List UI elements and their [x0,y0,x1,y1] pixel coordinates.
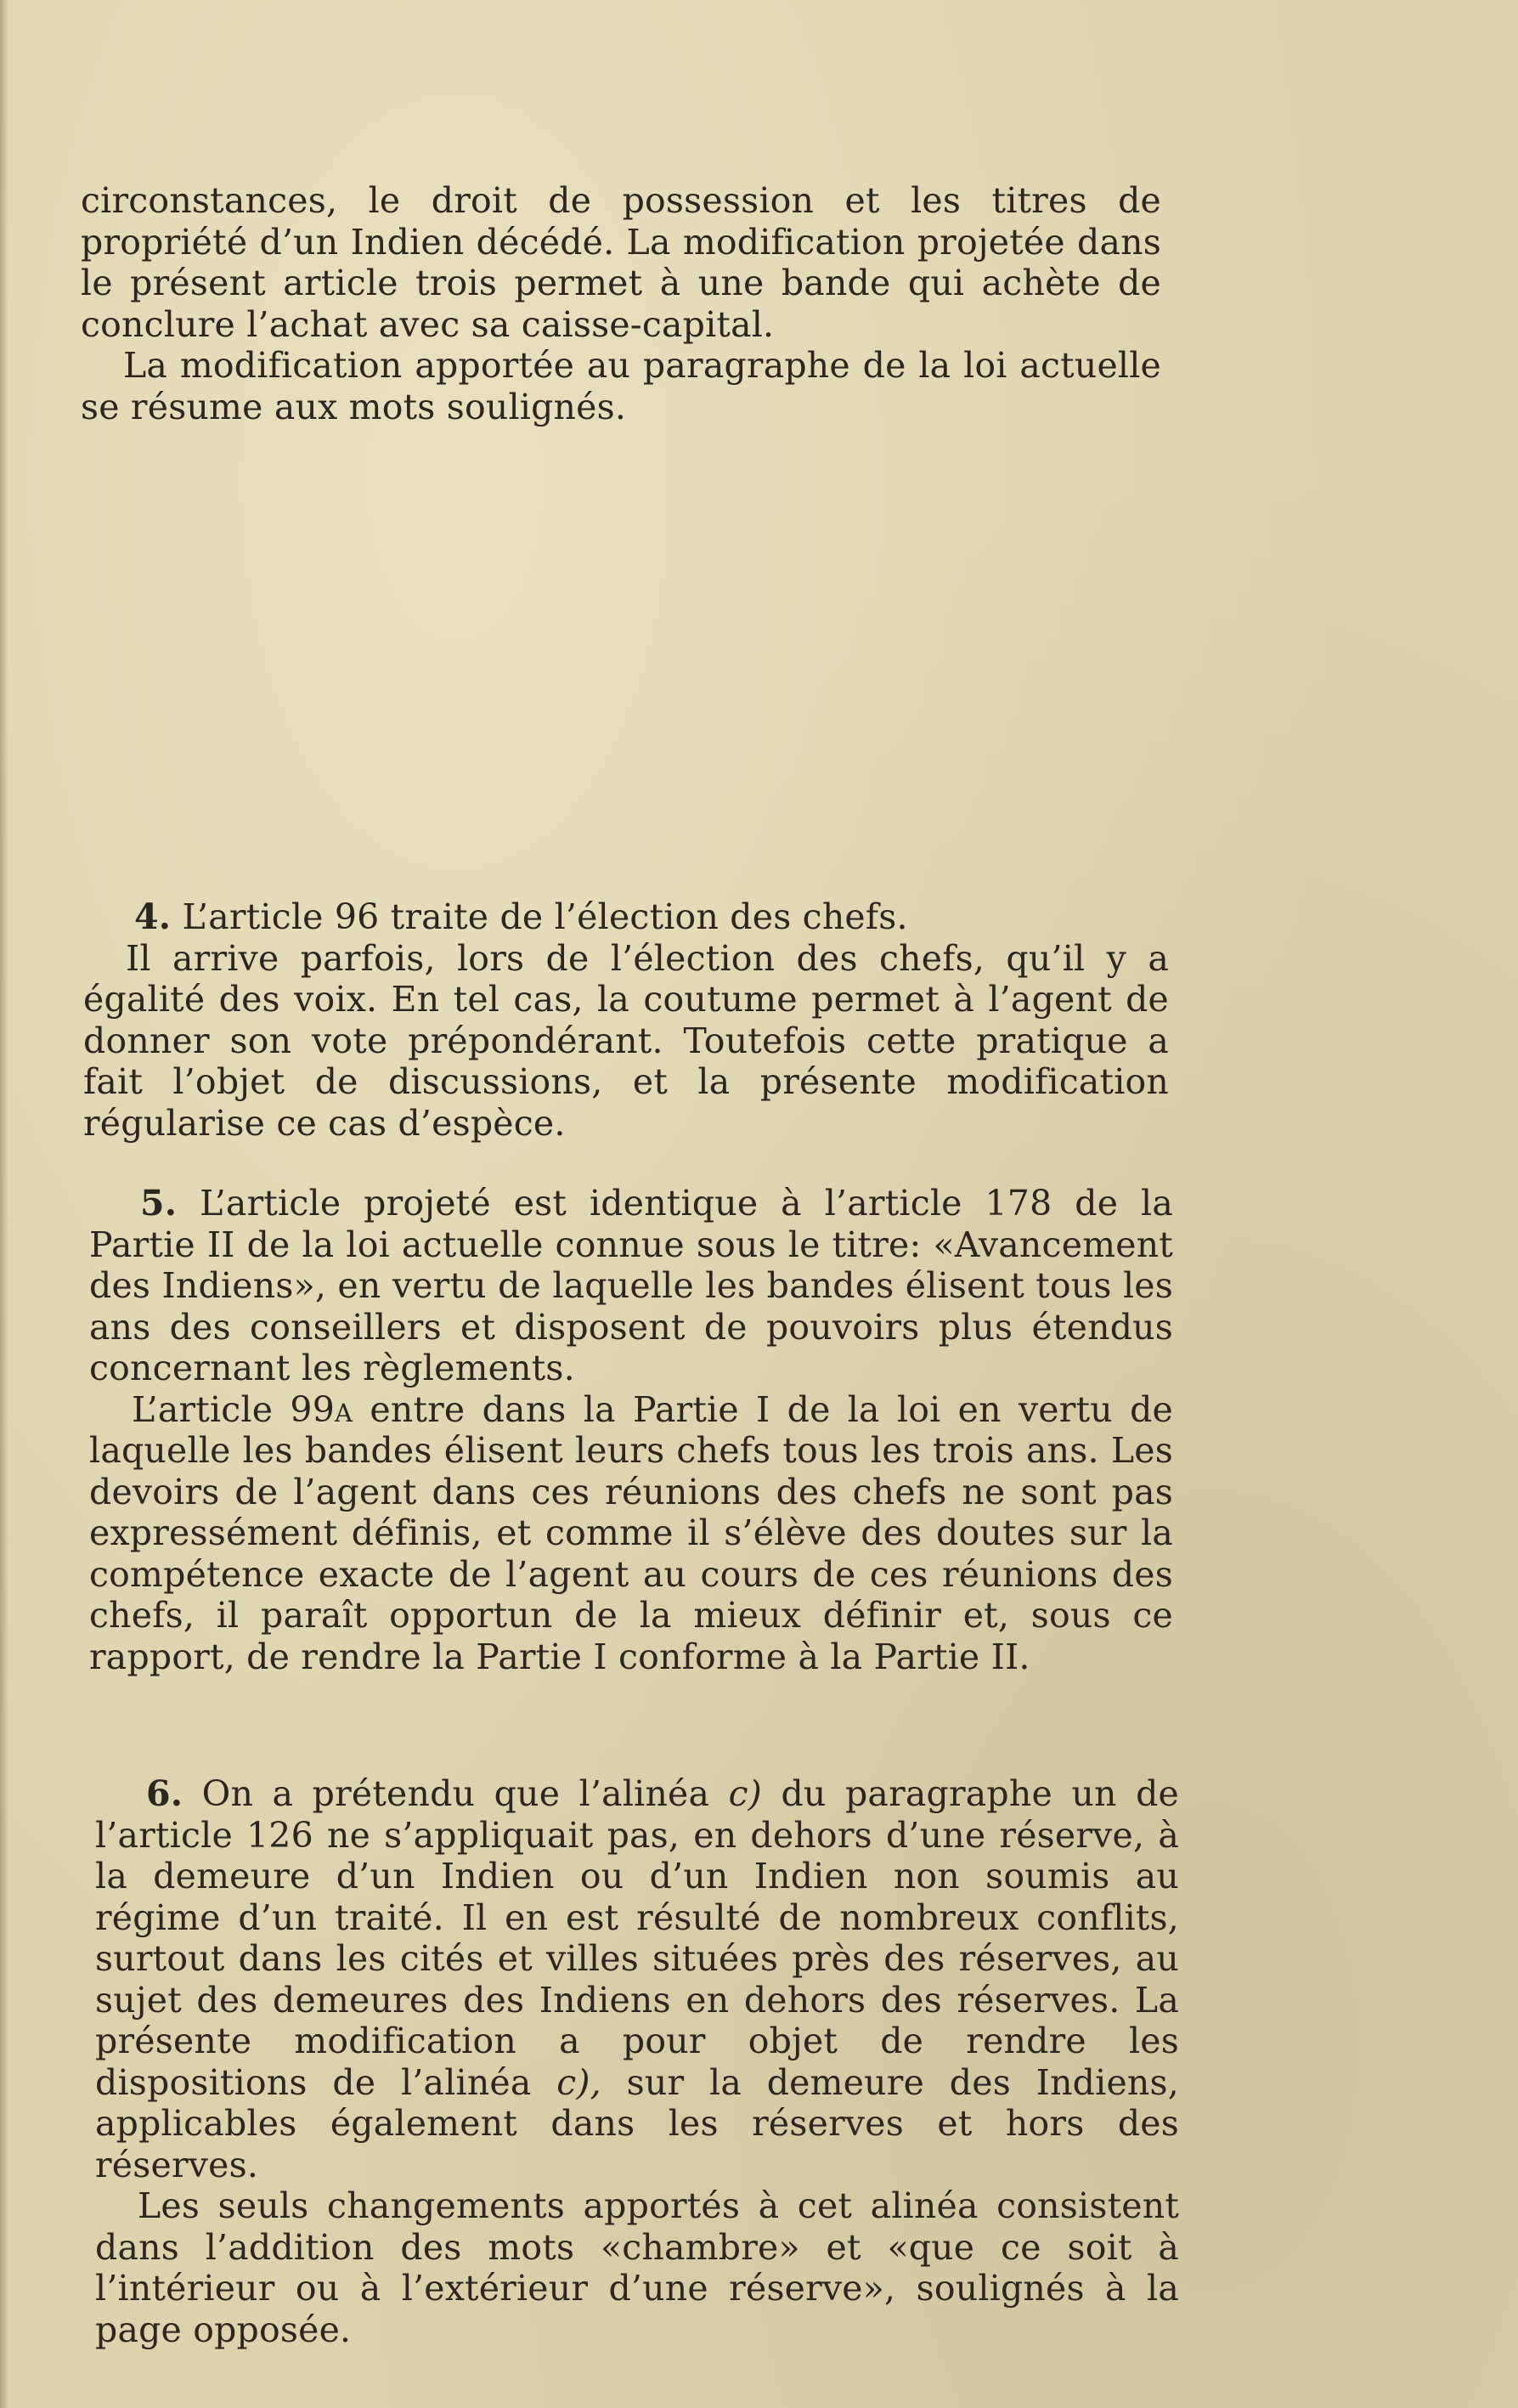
section-4-paragraph-1: L’article 96 traite de l’élection des chefs. [182,896,908,937]
section-5-paragraph-1: L’article projeté est identique à l’article 178 de la Partie II de la loi actuelle connue sous le titre: «Avancement des Indiens», en vertu de laquelle les bandes élisent tous les ans des conseillers et disposent de pouvoirs plus étendus concernant les règlements. [89,1183,1174,1388]
section-4 [83,896,1169,1144]
section-6-p1-end: sur la demeure des Indiens, applicables également dans les réserves et hors des réserves. [95,2061,1179,2185]
intro-paragraph-1: circonstances, le droit de possession et les titres de propriété d’un Indien décédé. La modification projetée dans le présent article trois permet à une bande qui achète de conclure l’achat avec sa caisse-capital. [81,180,1161,345]
section-6-p1-middle: du paragraphe un de l’article 126 ne s’appliquait pas, en dehors d’une réserve, à la demeure d’un Indien ou d’un Indien non soumis au régime d’un traité. Il en est résulté de nombreux conflits, surtout dans les cités et villes situées près des réserves, au sujet des demeures des Indiens en dehors des réserves. La présente modification a pour objet de rendre les dispositions de l’alinéa [95,1773,1179,2103]
section-5-p2-start: L’article 99 [132,1388,335,1430]
intro-paragraph-2: La modification apportée au paragraphe de la loi actuelle se résume aux mots soulignés. [81,345,1161,427]
section-4-number: 4. [134,896,172,937]
section-6-alinea-ref: c) [728,1773,762,1814]
section-5 [89,1183,1173,1677]
section-6 [95,1773,1179,2350]
section-5-number: 5. [140,1183,178,1224]
section-4-heading [83,896,1169,938]
section-6-paragraph-1 [95,1773,1179,2185]
section-5-p2-rest: entre dans la Partie I de la loi en vertu de laquelle les bandes élisent leurs chefs tous les trois ans. Les devoirs de l’agent dans ces réunions des chefs ne sont pas expressément définis, et comme il s’élève des doutes sur la compétence exacte de l’agent au cours de ces réunions des chefs, il paraît opportun de la mieux définir et, sous ce rapport, de rendre la Partie I conforme à la Partie II. [89,1388,1173,1677]
section-6-number: 6. [146,1773,183,1814]
section-6-p1-start: On a prétendu que l’alinéa [183,1773,729,1814]
section-4-paragraph-2: Il arrive parfois, lors de l’élection des chefs, qu’il y a égalité des voix. En tel cas, la coutume permet à l’agent de donner son vote prépondérant. Toutefois cette pratique a fait l’objet de discussions, et la présente modification régularise ce cas d’espèce. [83,937,1169,1144]
page-binding-edge [0,0,8,2408]
section-5-heading [89,1183,1173,1389]
section-6-paragraph-2: Les seuls changements apportés à cet alinéa consistent dans l’addition des mots «chambre» et «que ce soit à l’intérieur ou à l’extérieur d’une réserve», soulignés à la page opposée. [95,2185,1179,2350]
section-5-article-suffix: a [335,1388,353,1430]
intro-section [81,180,1161,427]
section-5-paragraph-2 [89,1389,1173,1678]
section-6-alinea-ref-2: c), [556,2061,601,2103]
